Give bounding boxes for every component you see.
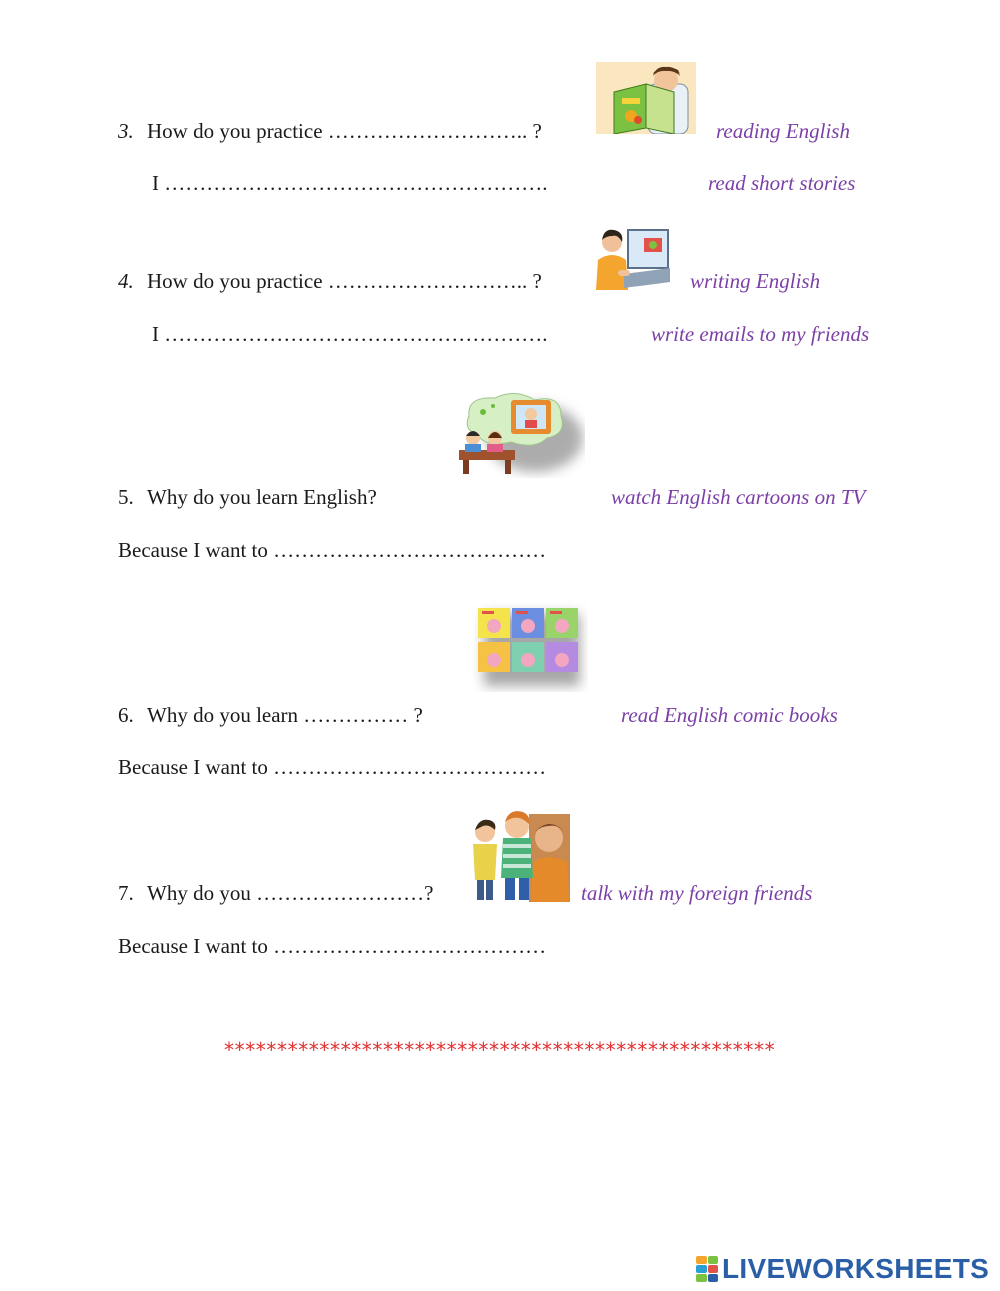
q7-hint: talk with my foreign friends bbox=[581, 881, 813, 905]
q7-question: Why do you ……………………? bbox=[147, 881, 434, 905]
kids-watching-tv-icon bbox=[455, 386, 585, 478]
comic-books-icon bbox=[470, 600, 588, 692]
q6-number: 6. bbox=[118, 703, 134, 727]
logo-text: LIVEWORKSHEETS bbox=[722, 1253, 990, 1284]
q3-number: 3. bbox=[118, 119, 134, 143]
liveworksheets-logo bbox=[696, 1254, 989, 1284]
q5-question: Why do you learn English? bbox=[147, 485, 377, 509]
q3-hint-topic: reading English bbox=[716, 119, 850, 143]
q6-question: Why do you learn …………… ? bbox=[147, 703, 423, 727]
q6-answer-line: Because I want to ………………………………… bbox=[118, 755, 547, 779]
q4-hint-activity: write emails to my friends bbox=[651, 322, 870, 346]
q3-hint-activity: read short stories bbox=[708, 171, 856, 195]
boy-laptop-icon bbox=[594, 224, 672, 290]
q4-hint-topic: writing English bbox=[690, 269, 821, 293]
star-divider: **************************************************** bbox=[224, 1038, 776, 1062]
q5-number: 5. bbox=[118, 485, 134, 509]
logo-mark-icon bbox=[696, 1256, 718, 1282]
boy-reading-book-icon bbox=[596, 62, 696, 134]
q5-hint: watch English cartoons on TV bbox=[611, 485, 866, 509]
q7-number: 7. bbox=[118, 881, 134, 905]
q4-answer-line: I ………………………………………………. bbox=[152, 322, 548, 346]
q5-answer-line: Because I want to ………………………………… bbox=[118, 538, 547, 562]
q6-hint: read English comic books bbox=[621, 703, 838, 727]
q7-answer-line: Because I want to ………………………………… bbox=[118, 934, 547, 958]
kids-talking-icon bbox=[473, 808, 570, 902]
q3-question: How do you practice ……………………….. ? bbox=[147, 119, 542, 143]
q4-question: How do you practice ……………………….. ? bbox=[147, 269, 542, 293]
q4-number: 4. bbox=[118, 269, 134, 293]
q3-answer-line: I ………………………………………………. bbox=[152, 171, 548, 195]
